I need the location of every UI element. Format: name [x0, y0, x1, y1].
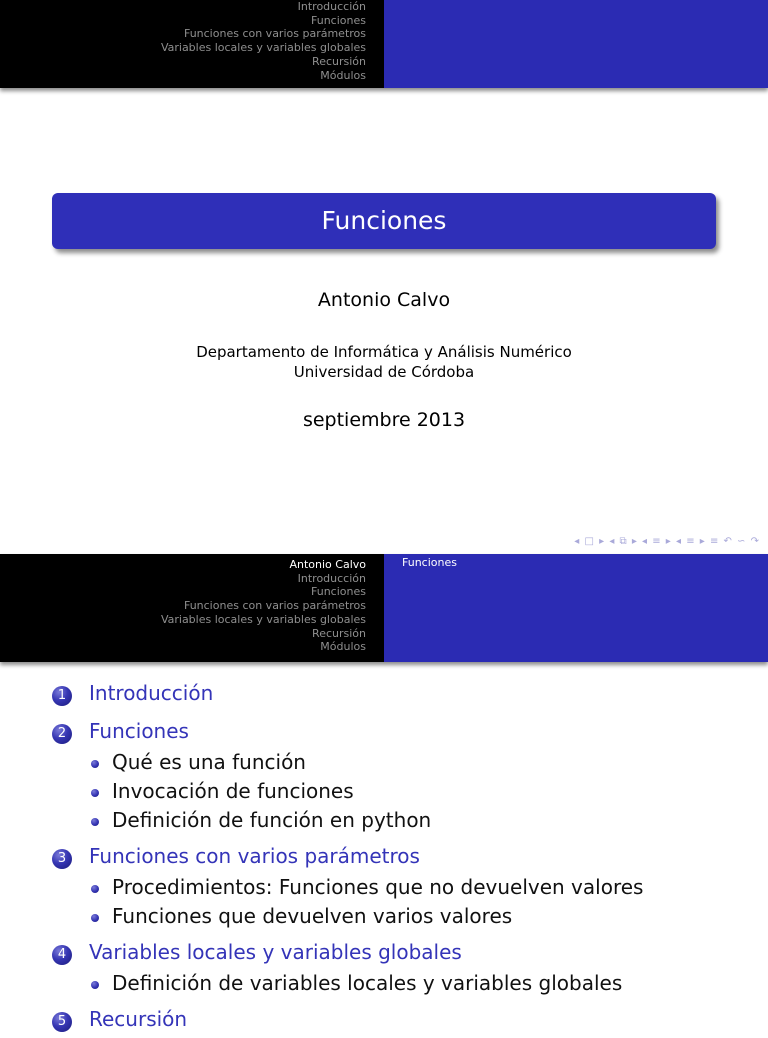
toc-subsection[interactable] [52, 808, 762, 837]
header-author: Antonio Calvo [289, 558, 366, 571]
nav-section-variables[interactable]: Variables locales y variables globales [160, 41, 366, 55]
section-number-ball: 3 [52, 849, 72, 869]
toc-subsection-label[interactable]: Invocación de funciones [112, 779, 354, 803]
toc-section[interactable] [52, 718, 762, 750]
institute-department: Departamento de Informática y Análisis Numérico [196, 343, 572, 361]
header-short-title: Funciones [402, 556, 457, 569]
toc-section-label[interactable]: Funciones [89, 719, 189, 743]
toc-subsection[interactable] [52, 971, 762, 1000]
toc-subsection-label[interactable]: Qué es una función [112, 750, 306, 774]
presentation-date: septiembre 2013 [302, 409, 466, 431]
bullet-icon [91, 885, 99, 893]
bullet-icon [91, 981, 99, 989]
headline-right-panel [384, 0, 768, 88]
nav-section-introduccion[interactable]: Introducción [297, 0, 366, 13]
toc-subsection-label[interactable]: Procedimientos: Funciones que no devuelven valores [112, 875, 644, 899]
toc-subsection[interactable] [52, 904, 762, 933]
section-number-ball: 4 [52, 945, 72, 965]
section-number-ball: 2 [52, 724, 72, 744]
beamer-navigation-symbols[interactable]: ◂ □ ▸ ◂ ⧉ ▸ ◂ ≡ ▸ ◂ ≡ ▸ ≡ ↶ ∽ ↷ [574, 536, 760, 547]
toc-section-label[interactable]: Introducción [89, 681, 214, 705]
toc-section-label[interactable]: Recursión [89, 1007, 188, 1031]
toc-subsection[interactable] [52, 875, 762, 904]
toc-subsection[interactable] [52, 779, 762, 808]
slide1-headline [0, 0, 768, 88]
author-name: Antonio Calvo [317, 289, 451, 311]
toc-section[interactable] [52, 680, 762, 712]
nav-section-introduccion[interactable]: Introducción [297, 571, 366, 585]
headline-left-panel [0, 554, 384, 662]
nav-section-varios-parametros[interactable]: Funciones con varios parámetros [183, 599, 366, 613]
institute-university: Universidad de Córdoba [293, 363, 475, 381]
toc-section[interactable] [52, 939, 762, 971]
toc-section-label[interactable]: Funciones con varios parámetros [89, 844, 420, 868]
bullet-icon [91, 760, 99, 768]
nav-section-modulos[interactable]: Módulos [320, 68, 366, 82]
section-nav [161, 558, 366, 654]
toc-subsection[interactable] [52, 750, 762, 779]
nav-section-variables[interactable]: Variables locales y variables globales [160, 612, 366, 626]
section-number-ball: 5 [52, 1012, 72, 1032]
bullet-icon [91, 789, 99, 797]
nav-section-recursion[interactable]: Recursión [312, 626, 366, 640]
section-nav [161, 0, 366, 82]
nav-section-funciones[interactable]: Funciones [311, 585, 366, 599]
toc-section[interactable] [52, 1006, 762, 1038]
bullet-icon [91, 818, 99, 826]
slide-title: Funciones [52, 193, 716, 249]
toc-subsection-label[interactable]: Definición de función en python [112, 808, 432, 832]
table-of-contents [52, 680, 762, 1038]
toc-section[interactable] [52, 843, 762, 875]
headline-right-panel [384, 554, 768, 662]
nav-section-recursion[interactable]: Recursión [312, 54, 366, 68]
nav-section-funciones[interactable]: Funciones [311, 13, 366, 27]
institute [0, 342, 768, 382]
slide2-headline [0, 554, 768, 662]
nav-section-varios-parametros[interactable]: Funciones con varios parámetros [183, 27, 366, 41]
toc-section-label[interactable]: Variables locales y variables globales [89, 940, 462, 964]
headline-left-panel [0, 0, 384, 88]
toc-subsection-label[interactable]: Definición de variables locales y variables globales [112, 971, 623, 995]
nav-section-modulos[interactable]: Módulos [320, 640, 366, 654]
bullet-icon [91, 914, 99, 922]
toc-subsection-label[interactable]: Funciones que devuelven varios valores [112, 904, 513, 928]
section-number-ball: 1 [52, 686, 72, 706]
